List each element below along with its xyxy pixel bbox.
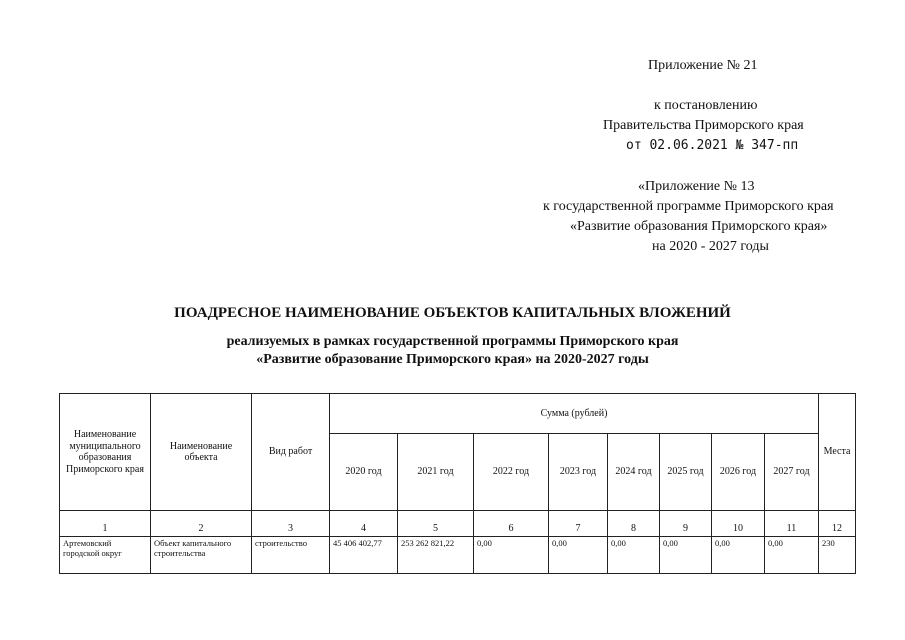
header-sum: Сумма (рублей)	[330, 394, 819, 434]
header-municipality: Наименование муниципального образования Приморского края	[60, 394, 151, 511]
government-line: Правительства Приморского края	[603, 118, 804, 133]
cell-sum-2025: 0,00	[660, 537, 712, 574]
header-year-2020: 2020 год	[330, 434, 398, 511]
cell-sum-2026: 0,00	[712, 537, 765, 574]
column-number: 3	[252, 511, 330, 537]
column-numbers-row	[60, 511, 856, 537]
column-number: 7	[549, 511, 608, 537]
resolution-ref-stamp: от 02.06.2021 № 347-пп	[626, 138, 799, 153]
document-title: ПОАДРЕСНОЕ НАИМЕНОВАНИЕ ОБЪЕКТОВ КАПИТАЛЬНЫХ ВЛОЖЕНИЙ	[174, 305, 731, 321]
period-line: на 2020 - 2027 годы	[652, 239, 769, 254]
cell-sum-2027: 0,00	[765, 537, 819, 574]
cell-sum-2024: 0,00	[608, 537, 660, 574]
cell-sum-2020: 45 406 402,77	[330, 537, 398, 574]
document-subtitle-2: «Развитие образование Приморского края» на 2020-2027 годы	[256, 352, 649, 367]
program-name-line: «Развитие образования Приморского края»	[570, 219, 828, 234]
header-year-2024: 2024 год	[608, 434, 660, 511]
table-row	[60, 537, 856, 574]
column-number: 12	[819, 511, 856, 537]
column-number: 10	[712, 511, 765, 537]
header-work-type: Вид работ	[252, 394, 330, 511]
column-number: 2	[151, 511, 252, 537]
header-year-2023: 2023 год	[549, 434, 608, 511]
header-year-2021: 2021 год	[398, 434, 474, 511]
column-number: 9	[660, 511, 712, 537]
cell-sum-2021: 253 262 821,22	[398, 537, 474, 574]
capital-objects-table	[59, 393, 856, 574]
header-year-2022: 2022 год	[474, 434, 549, 511]
to-resolution-line: к постановлению	[654, 98, 758, 113]
cell-work-type: строительство	[252, 537, 330, 574]
appendix-line: Приложение № 21	[648, 58, 758, 73]
cell-sum-2023: 0,00	[549, 537, 608, 574]
header-year-2026: 2026 год	[712, 434, 765, 511]
header-object: Наименование объекта	[151, 394, 252, 511]
sub-appendix-line: «Приложение № 13	[638, 179, 755, 194]
column-number: 1	[60, 511, 151, 537]
header-places: Места	[819, 394, 856, 511]
column-number: 5	[398, 511, 474, 537]
column-number: 6	[474, 511, 549, 537]
column-number: 11	[765, 511, 819, 537]
column-number: 4	[330, 511, 398, 537]
column-number: 8	[608, 511, 660, 537]
header-year-2025: 2025 год	[660, 434, 712, 511]
cell-sum-2022: 0,00	[474, 537, 549, 574]
cell-object: Объект капитального строительства	[151, 537, 252, 574]
cell-places: 230	[819, 537, 856, 574]
header-year-2027: 2027 год	[765, 434, 819, 511]
document-subtitle-1: реализуемых в рамках государственной программы Приморского края	[226, 334, 679, 349]
cell-municipality: Артемовский городской округ	[60, 537, 151, 574]
to-program-line: к государственной программе Приморского края	[543, 199, 834, 214]
